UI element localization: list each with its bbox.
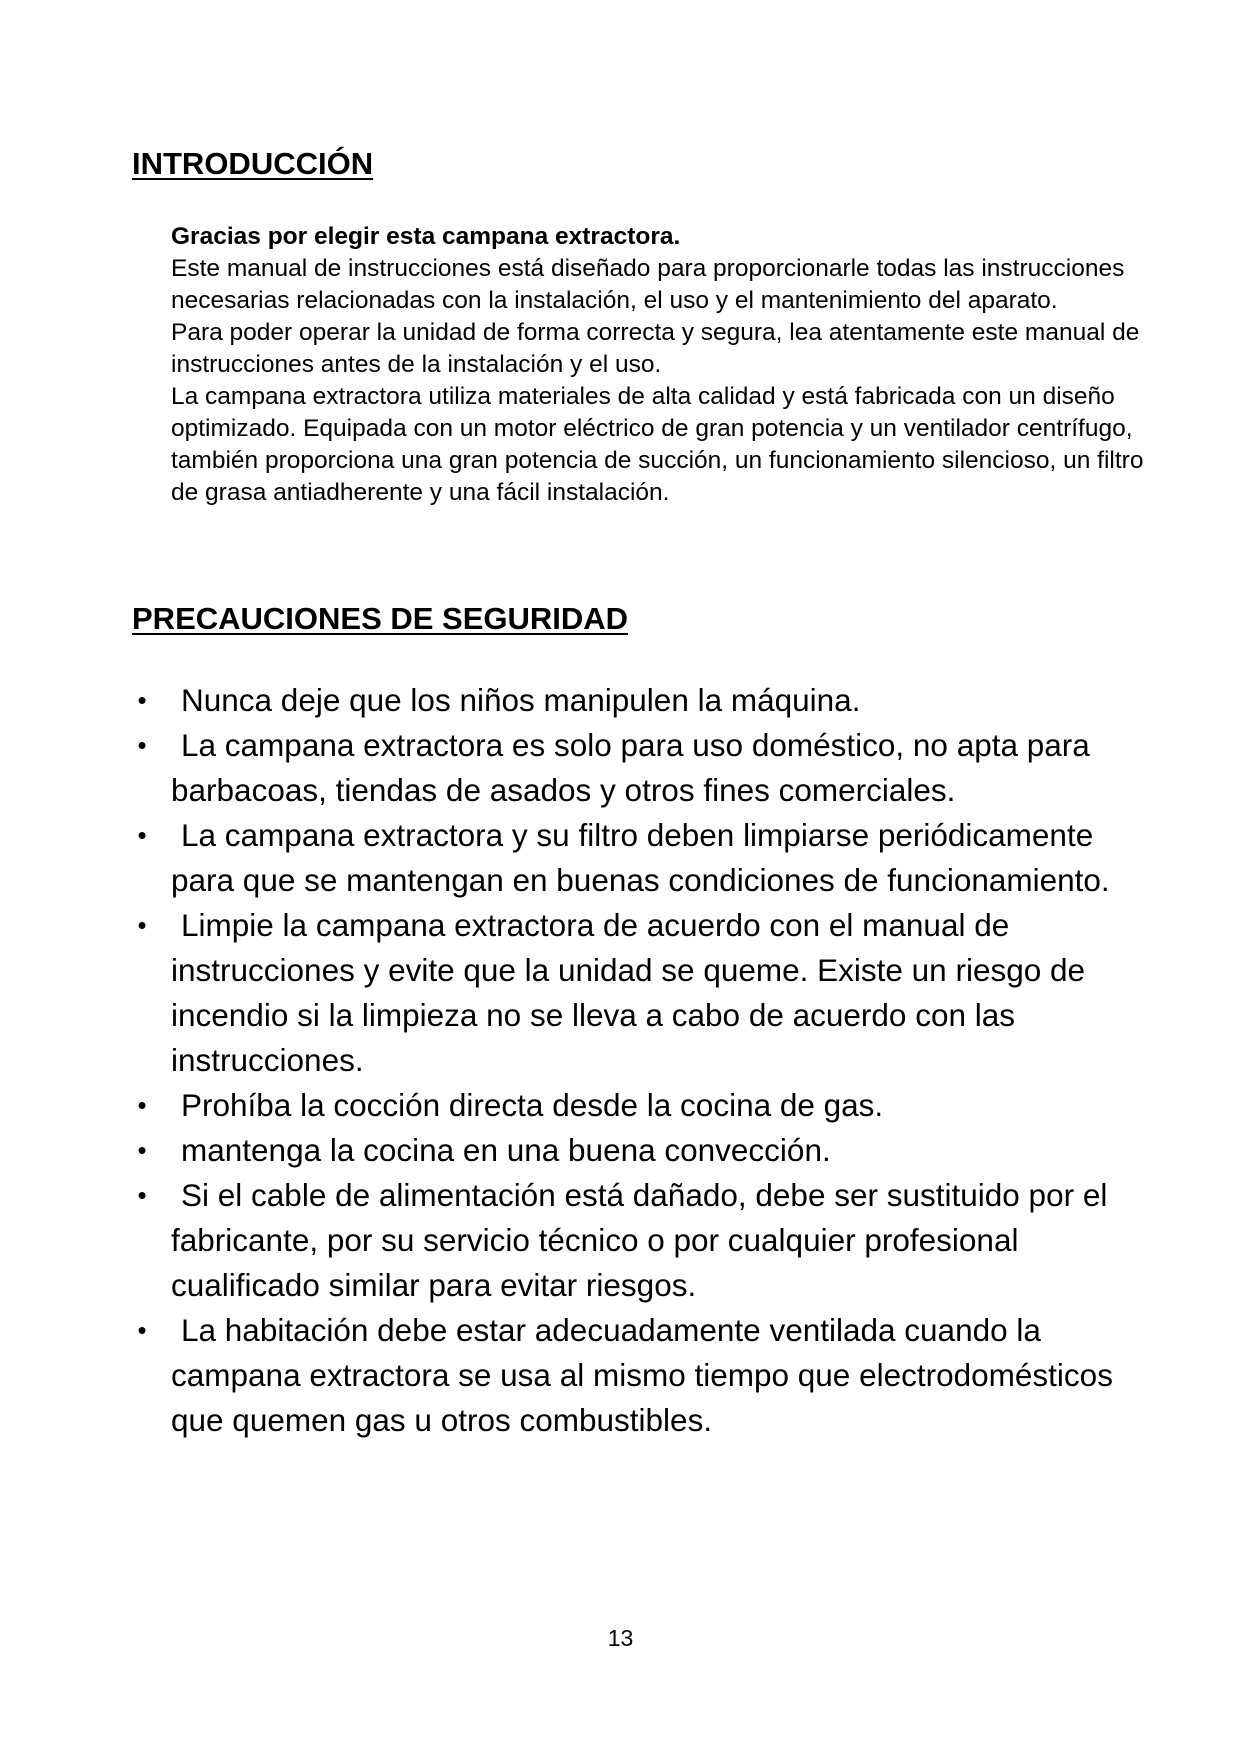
bullet-icon: •	[137, 1180, 147, 1210]
intro-paragraph: Para poder operar la unidad de forma correcta y segura, lea atentamente este manual de instrucciones antes de la instalación y el uso.	[171, 319, 1140, 378]
list-item	[130, 1173, 1130, 1308]
bullet-icon: •	[137, 910, 147, 940]
bullet-icon: •	[137, 820, 147, 850]
list-item-text: mantenga la cocina en una buena convección.	[181, 1132, 831, 1168]
list-item-text: Nunca deje que los niños manipulen la máquina.	[181, 682, 861, 718]
list-item	[130, 1308, 1130, 1443]
bullet-icon: •	[137, 730, 147, 760]
list-item-text: La campana extractora es solo para uso doméstico, no apta para barbacoas, tiendas de asados y otros fines comerciales.	[171, 727, 1090, 808]
intro-section	[171, 221, 1171, 509]
bullet-icon: •	[137, 1315, 147, 1345]
list-item-text: Prohíba la cocción directa desde la cocina de gas.	[181, 1087, 884, 1123]
list-item-text: Limpie la campana extractora de acuerdo con el manual de instrucciones y evite que la unidad se queme. Existe un riesgo de incendio si la limpieza no se lleva a cabo de acuerdo con las instrucciones.	[171, 907, 1086, 1078]
list-item	[130, 1128, 1130, 1173]
list-item	[130, 723, 1130, 813]
safety-list	[130, 678, 1130, 1443]
list-item-text: La campana extractora y su filtro deben limpiarse periódicamente para que se mantengan en buenas condiciones de funcionamiento.	[171, 817, 1110, 898]
bullet-icon: •	[137, 685, 147, 715]
list-item	[130, 1083, 1130, 1128]
intro-lead: Gracias por elegir esta campana extractora.	[171, 223, 681, 250]
page-number: 13	[607, 1625, 634, 1651]
intro-paragraph: Este manual de instrucciones está diseñado para proporcionarle todas las instrucciones necesarias relacionadas con la instalación, el uso y el mantenimiento del aparato.	[171, 255, 1125, 314]
safety-heading: PRECAUCIONES DE SEGURIDAD	[132, 601, 629, 636]
list-item	[130, 903, 1130, 1083]
list-item-text: Si el cable de alimentación está dañado, debe ser sustituido por el fabricante, por su servicio técnico o por cualquier profesional cualificado similar para evitar riesgos.	[171, 1177, 1108, 1303]
list-item	[130, 813, 1130, 903]
list-item	[130, 678, 1130, 723]
bullet-icon: •	[137, 1135, 147, 1165]
bullet-icon: •	[137, 1090, 147, 1120]
intro-paragraph: La campana extractora utiliza materiales de alta calidad y está fabricada con un diseño optimizado. Equipada con un motor eléctrico de gran potencia y un ventilador centrífugo, también proporciona una gran potencia de succión, un funcionamiento silencioso, un filtro de grasa antiadherente y una fácil instalación.	[171, 383, 1144, 506]
intro-heading: INTRODUCCIÓN	[132, 146, 374, 181]
list-item-text: La habitación debe estar adecuadamente ventilada cuando la campana extractora se usa al mismo tiempo que electrodomésticos que quemen gas u otros combustibles.	[171, 1312, 1113, 1438]
